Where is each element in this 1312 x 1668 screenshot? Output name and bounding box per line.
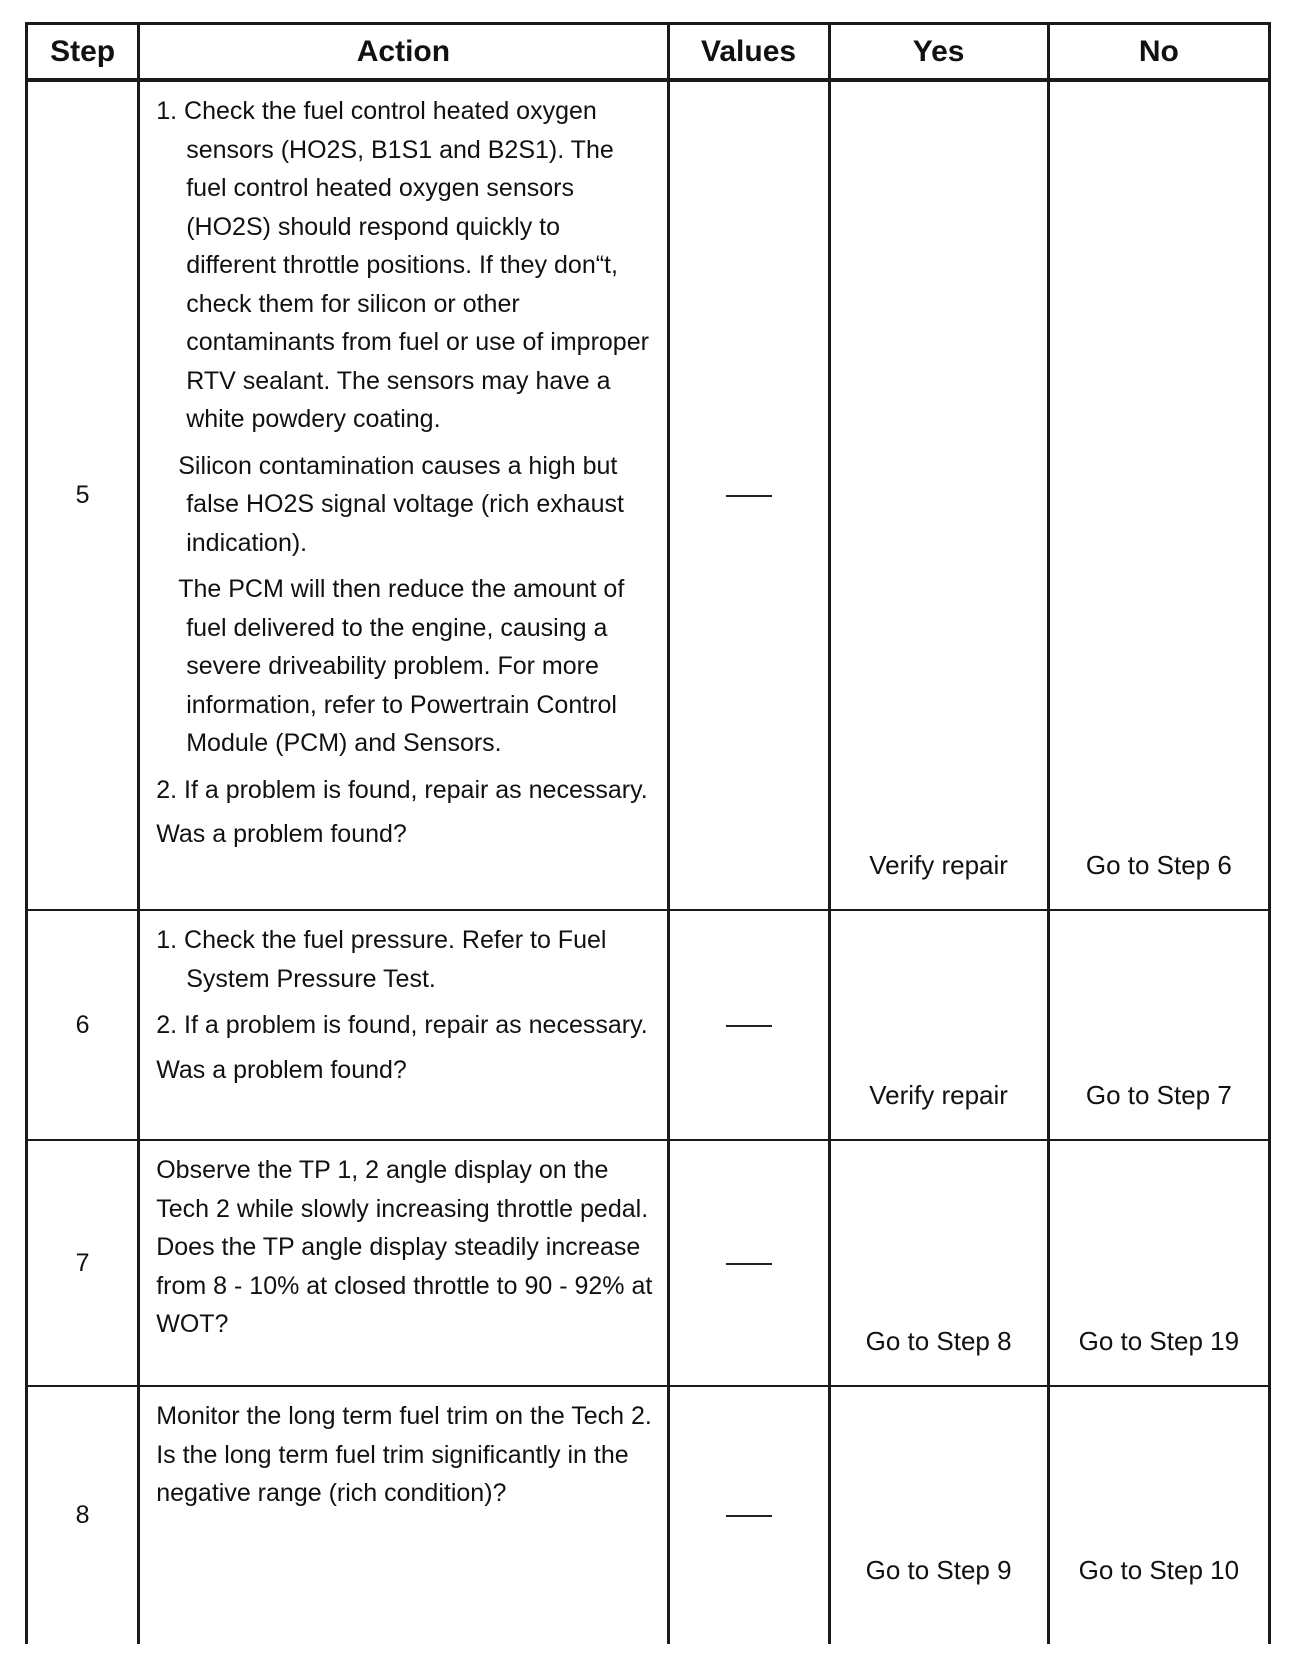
table-row	[27, 910, 1270, 1140]
table-row	[27, 1386, 1270, 1644]
table-row	[27, 1140, 1270, 1386]
action-paragraph: The PCM will then reduce the amount of fuel delivered to the engine, causing a severe driveability problem. For more information, refer to Powertrain Control Module (PCM) and Sensors.	[178, 575, 625, 757]
action-item-2: 2. If a problem is found, repair as necessary.	[156, 1011, 648, 1039]
action-question: Is the long term fuel trim significantly in the negative range (rich condition)?	[156, 1440, 629, 1507]
yes-cell: Go to Step 8	[829, 1140, 1048, 1386]
table-row	[27, 80, 1270, 910]
action-text: Monitor the long term fuel trim on the Tech 2.	[156, 1402, 652, 1430]
action-cell	[139, 1140, 668, 1386]
step-number: 6	[27, 910, 139, 1140]
header-row	[27, 24, 1270, 81]
dash-mark	[726, 495, 772, 497]
dash-mark	[726, 1025, 772, 1027]
action-paragraph: Silicon contamination causes a high but false HO2S signal voltage (rich exhaust indication).	[178, 451, 624, 557]
yes-cell: Verify repair	[829, 80, 1048, 910]
action-question: Was a problem found?	[156, 1055, 407, 1084]
header-values: Values	[668, 24, 829, 81]
action-cell	[139, 80, 668, 910]
values-cell	[668, 1140, 829, 1386]
action-question: Was a problem found?	[156, 820, 407, 848]
yes-cell: Go to Step 9	[829, 1386, 1048, 1644]
dash-mark	[726, 1263, 772, 1265]
step-number: 5	[27, 80, 139, 910]
dash-mark	[726, 1515, 772, 1517]
values-cell	[668, 1386, 829, 1644]
no-cell: Go to Step 7	[1048, 910, 1269, 1140]
action-text: Observe the TP 1, 2 angle display on the Tech 2 while slowly increasing throttle pedal.	[156, 1156, 649, 1223]
yes-cell: Verify repair	[829, 910, 1048, 1140]
no-cell: Go to Step 10	[1048, 1386, 1269, 1644]
header-no: No	[1048, 24, 1269, 81]
action-cell	[139, 910, 668, 1140]
header-step: Step	[27, 24, 139, 81]
action-item-1: 1. Check the fuel control heated oxygen sensors (HO2S, B1S1 and B2S1). The fuel control heated oxygen sensors (HO2S) should respond quickly to different throttle positions. If they don“t, check them for silicon or other contaminants from fuel or use of improper RTV sealant. The sensors may have a white powdery coating.	[156, 97, 649, 433]
no-cell: Go to Step 6	[1048, 80, 1269, 910]
action-cell	[139, 1386, 668, 1644]
header-yes: Yes	[829, 24, 1048, 81]
action-item-2: 2. If a problem is found, repair as necessary.	[156, 775, 648, 804]
no-cell: Go to Step 19	[1048, 1140, 1269, 1386]
values-cell	[668, 80, 829, 910]
header-action: Action	[139, 24, 668, 81]
action-item-1: 1. Check the fuel pressure. Refer to Fuel System Pressure Test.	[156, 926, 607, 993]
step-number: 8	[27, 1386, 139, 1644]
values-cell	[668, 910, 829, 1140]
diagnostic-table	[25, 22, 1271, 1644]
step-number: 7	[27, 1140, 139, 1386]
action-question: Does the TP angle display steadily increase from 8 - 10% at closed throttle to 90 - 92% at WOT?	[156, 1233, 653, 1338]
